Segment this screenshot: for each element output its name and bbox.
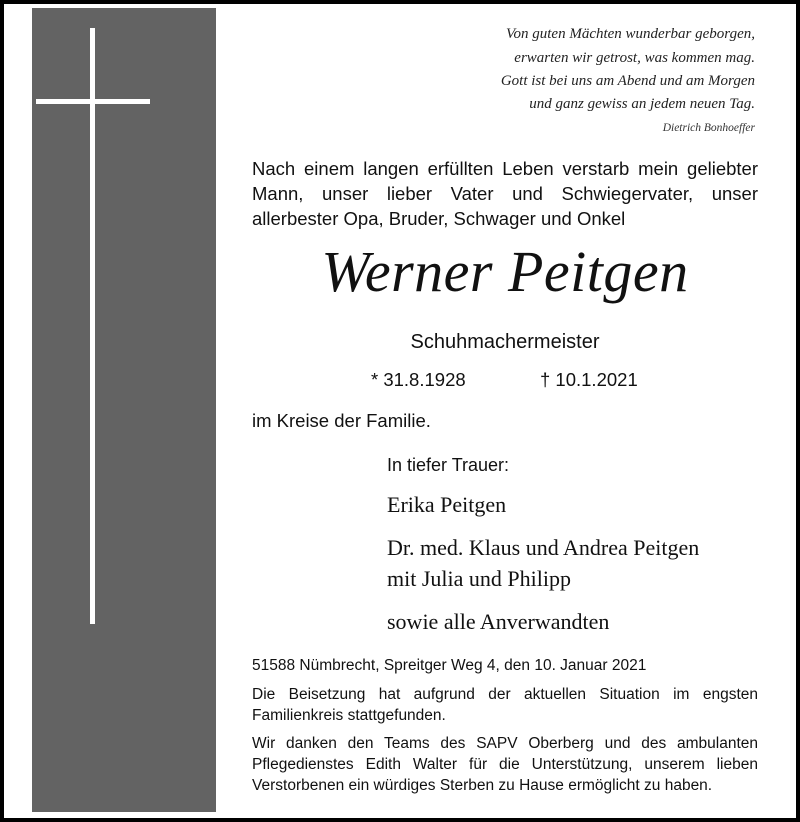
poem-line: Gott ist bei uns am Abend und am Morgen (500, 73, 755, 89)
poem-line: und ganz gewiss an jedem neuen Tag. (529, 96, 755, 112)
intro-line: Nach einem langen erfüllten Leben verstarb mein geliebter (252, 158, 758, 179)
burial-line: Die Beisetzung hat aufgrund der aktuellen Situation im engsten (252, 686, 758, 703)
mourner-line: sowie alle Anverwandten (387, 609, 610, 634)
intro-line: allerbester Opa, Bruder, Schwager und Onkel (252, 208, 626, 229)
mourner-line: Erika Peitgen (387, 492, 507, 517)
poem-line: Von guten Mächten wunderbar geborgen, (506, 26, 755, 42)
birth-date: * 31.8.1928 (371, 369, 466, 390)
thanks-line: Pflegedienstes Edith Walter für die Unterstützung, unserem lieben (252, 756, 758, 773)
cross-icon-crossbar (36, 99, 150, 104)
deceased-name: Werner Peitgen (321, 239, 689, 304)
cross-icon (90, 28, 95, 624)
family-circle-text: im Kreise der Familie. (252, 410, 431, 431)
mourner-line: Dr. med. Klaus und Andrea Peitgen (387, 535, 700, 560)
death-date: † 10.1.2021 (540, 369, 638, 390)
burial-line: Familienkreis stattgefunden. (252, 707, 446, 724)
deceased-profession: Schuhmachermeister (410, 331, 600, 353)
mourning-heading: In tiefer Trauer: (387, 455, 510, 475)
thanks-line: Wir danken den Teams des SAPV Oberberg und des ambulanten (252, 735, 758, 752)
thanks-line: Verstorbenen ein würdiges Sterben zu Hause ermöglicht zu haben. (252, 777, 713, 794)
intro-line: Mann, unser lieber Vater und Schwiegervater, unser (252, 183, 758, 204)
grey-side-band (32, 8, 216, 812)
poem-author: Dietrich Bonhoeffer (662, 122, 755, 134)
address-line: 51588 Nümbrecht, Spreitger Weg 4, den 10. Januar 2021 (252, 657, 647, 674)
mourner-line: mit Julia und Philipp (387, 566, 571, 591)
poem-line: erwarten wir getrost, was kommen mag. (514, 50, 755, 66)
